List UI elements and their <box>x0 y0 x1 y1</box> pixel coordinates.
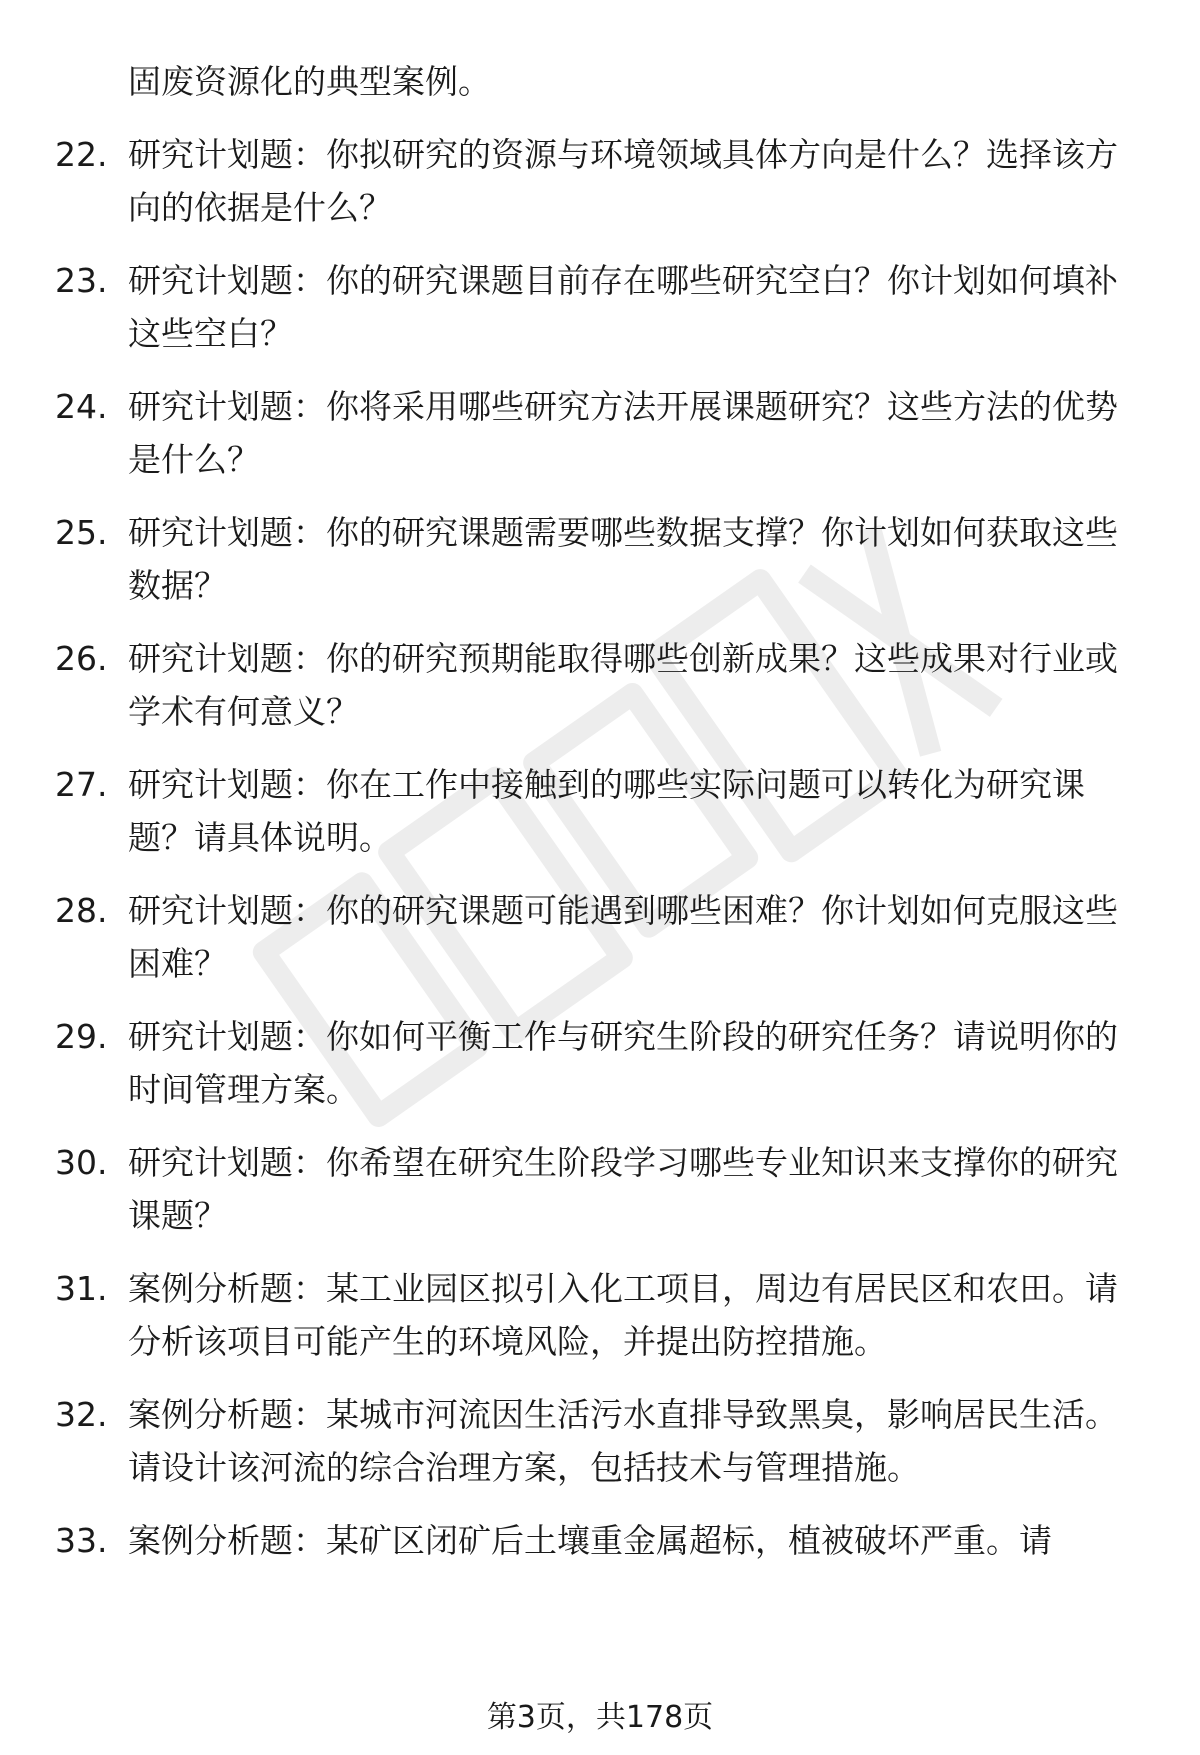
item-number: 29. <box>55 1017 108 1056</box>
item-text: 研究计划题：你如何平衡工作与研究生阶段的研究任务？请说明你的时间管理方案。 <box>128 1017 1118 1109</box>
item-text: 研究计划题：你的研究课题目前存在哪些研究空白？你计划如何填补这些空白？ <box>128 261 1118 353</box>
item-text: 研究计划题：你的研究课题可能遇到哪些困难？你计划如何克服这些困难？ <box>128 891 1118 983</box>
list-item <box>55 1262 1150 1368</box>
question-list <box>55 55 1150 1567</box>
list-item <box>55 1514 1150 1567</box>
list-item <box>55 1136 1150 1242</box>
list-item <box>55 1010 1150 1116</box>
item-text: 案例分析题：某矿区闭矿后土壤重金属超标，植被破坏严重。请 <box>128 1521 1052 1560</box>
item-number: 22. <box>55 135 108 174</box>
item-text: 研究计划题：你将采用哪些研究方法开展课题研究？这些方法的优势是什么？ <box>128 387 1118 479</box>
item-text: 研究计划题：你希望在研究生阶段学习哪些专业知识来支撑你的研究课题？ <box>128 1143 1118 1235</box>
continuation-text: 固废资源化的典型案例。 <box>128 62 491 101</box>
item-text: 研究计划题：你拟研究的资源与环境领域具体方向是什么？选择该方向的依据是什么？ <box>128 135 1118 227</box>
list-item <box>55 1388 1150 1494</box>
item-number: 30. <box>55 1143 108 1182</box>
item-text: 研究计划题：你的研究课题需要哪些数据支撑？你计划如何获取这些数据？ <box>128 513 1118 605</box>
item-text: 研究计划题：你的研究预期能取得哪些创新成果？这些成果对行业或学术有何意义？ <box>128 639 1118 731</box>
item-text: 案例分析题：某城市河流因生活污水直排导致黑臭，影响居民生活。请设计该河流的综合治理方案，包括技术与管理措施。 <box>128 1395 1118 1487</box>
item-number: 31. <box>55 1269 108 1308</box>
item-text: 研究计划题：你在工作中接触到的哪些实际问题可以转化为研究课题？请具体说明。 <box>128 765 1085 857</box>
item-number: 33. <box>55 1521 108 1560</box>
item-number: 32. <box>55 1395 108 1434</box>
list-item <box>55 632 1150 738</box>
item-number: 26. <box>55 639 108 678</box>
page-footer: 第3页，共178页 <box>486 1700 714 1735</box>
item-number: 23. <box>55 261 108 300</box>
list-item <box>55 254 1150 360</box>
list-item <box>55 128 1150 234</box>
list-item <box>55 884 1150 990</box>
item-number: 27. <box>55 765 108 804</box>
list-item <box>55 506 1150 612</box>
list-item <box>55 380 1150 486</box>
list-item <box>55 758 1150 864</box>
item-number: 28. <box>55 891 108 930</box>
item-number: 24. <box>55 387 108 426</box>
item-text: 案例分析题：某工业园区拟引入化工项目，周边有居民区和农田。请分析该项目可能产生的环境风险，并提出防控措施。 <box>128 1269 1118 1361</box>
item-number: 25. <box>55 513 108 552</box>
